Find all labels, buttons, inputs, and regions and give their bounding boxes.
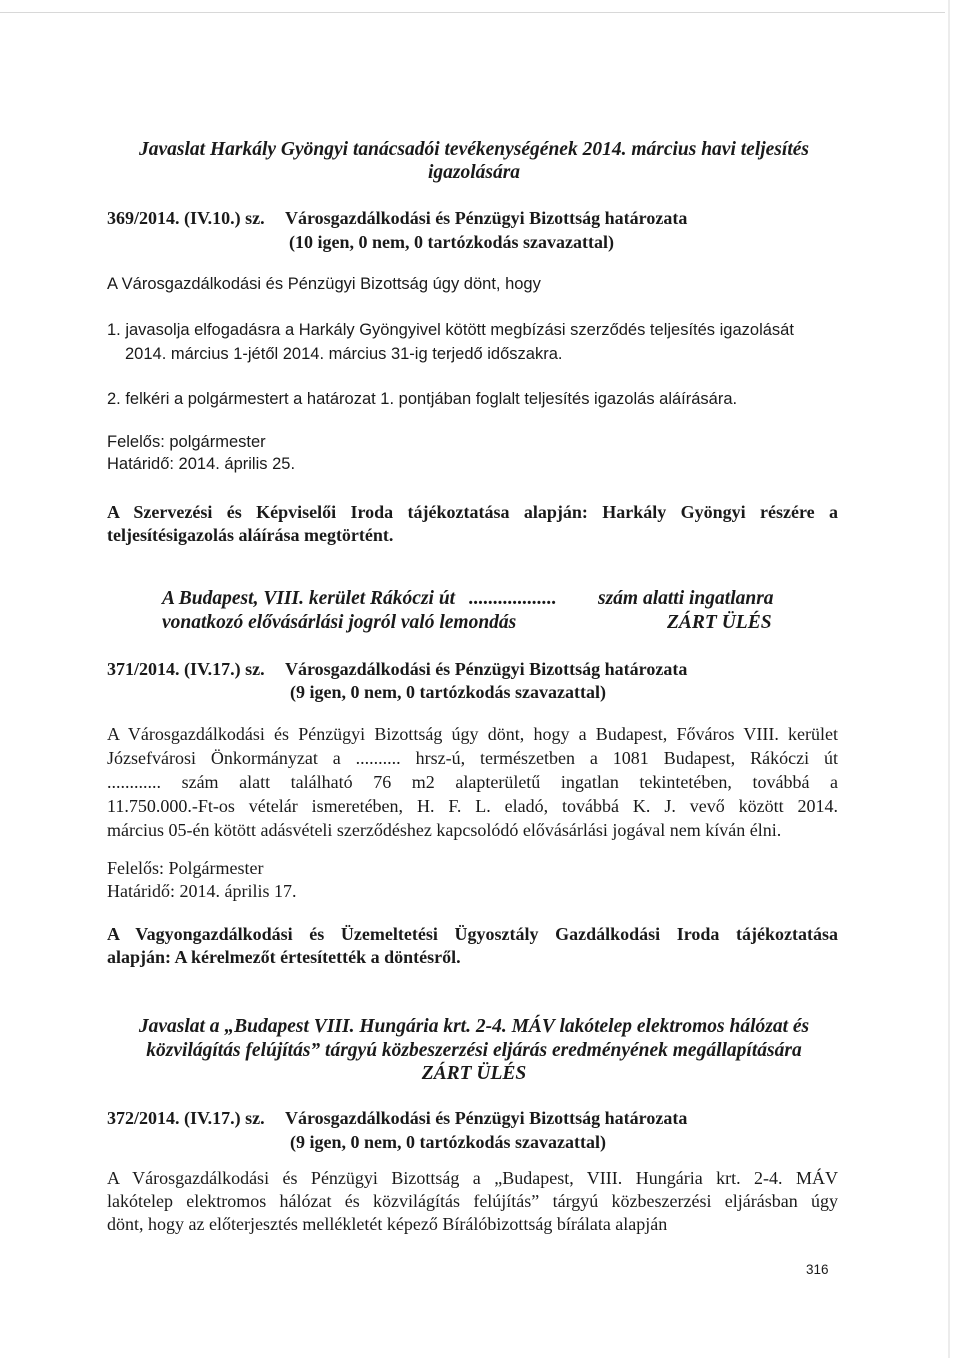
section2-info-line2: alapján: A kérelmezőt értesítették a döntésről. xyxy=(107,947,461,967)
section3-closed-session: ZÁRT ÜLÉS xyxy=(421,1063,527,1084)
section1-title-line2: igazolására xyxy=(427,162,521,183)
section3-title-line2: közvilágítás felújítás” tárgyú közbeszerzési eljárás eredményének megállapítására xyxy=(146,1040,802,1061)
section1-deadline: Határidő: 2014. április 25. xyxy=(107,455,296,473)
section2-resolution-body: Városgazdálkodási és Pénzügyi Bizottság határozata xyxy=(285,659,688,679)
section2-body-line3: ............ szám alatt található 76 m2 alapterületű ingatlan tekintetében, továbbá a xyxy=(107,772,838,792)
section3-resolution-body: Városgazdálkodási és Pénzügyi Bizottság határozata xyxy=(285,1108,688,1128)
section2-title-part2: szám alatti ingatlanra xyxy=(598,588,774,609)
section1-title-line1: Javaslat Harkály Gyöngyi tanácsadói tevékenységének 2014. március havi teljesítés xyxy=(139,139,809,160)
section3-body-line3: dönt, hogy az előterjesztés mellékletét képező Bírálóbizottság bírálata alapján xyxy=(107,1214,668,1234)
section1-info-line1: A Szervezési és Képviselői Iroda tájékoztatása alapján: Harkály Gyöngyi részére a xyxy=(107,502,838,522)
scan-right-edge xyxy=(948,0,950,1358)
section1-resolution-body: Városgazdálkodási és Pénzügyi Bizottság határozata xyxy=(285,208,688,228)
section1-vote: (10 igen, 0 nem, 0 tartózkodás szavazattal) xyxy=(289,232,614,252)
section2-title-dots: .................. xyxy=(469,588,557,609)
scan-top-line xyxy=(0,12,945,13)
section2-deadline: Határidő: 2014. április 17. xyxy=(107,881,297,901)
section1-responsible: Felelős: polgármester xyxy=(107,433,266,451)
section2-closed-session: ZÁRT ÜLÉS xyxy=(667,612,772,633)
section3-vote: (9 igen, 0 nem, 0 tartózkodás szavazattal) xyxy=(290,1132,606,1152)
section2-title-part1: A Budapest, VIII. kerület Rákóczi út xyxy=(162,588,456,609)
section1-item1-line2: 2014. március 1-jétől 2014. március 31-ig terjedő időszakra. xyxy=(125,345,563,363)
section2-info-line1: A Vagyongazdálkodási és Üzemeltetési Ügyosztály Gazdálkodási Iroda tájékoztatása xyxy=(107,924,838,944)
section2-title-line2: vonatkozó elővásárlási jogról való lemondás xyxy=(162,612,517,633)
section1-item1-line1: 1. javasolja elfogadásra a Harkály Gyöngyivel kötött megbízási szerződés teljesítés igazolását xyxy=(107,321,794,339)
section3-resolution-number: 372/2014. (IV.17.) sz. xyxy=(107,1108,265,1128)
section2-vote: (9 igen, 0 nem, 0 tartózkodás szavazattal) xyxy=(290,682,606,702)
page-number: 316 xyxy=(806,1262,829,1277)
section3-body-line1: A Városgazdálkodási és Pénzügyi Bizottság a „Budapest, VIII. Hungária krt. 2-4. MÁV xyxy=(107,1168,838,1188)
section2-resolution-number: 371/2014. (IV.17.) sz. xyxy=(107,659,265,679)
section2-body-line5: március 05-én kötött adásvételi szerződéshez kapcsolódó elővásárlási jogával nem kíván élni. xyxy=(107,820,782,840)
section1-item2: 2. felkéri a polgármestert a határozat 1. pontjában foglalt teljesítés igazolás aláírására. xyxy=(107,390,738,408)
section3-body-line2: lakótelep elektromos hálózat és közvilágítás felújítás” tárgyú közbeszerzési eljárásban úgy xyxy=(107,1191,838,1211)
section2-responsible: Felelős: Polgármester xyxy=(107,858,264,878)
section3-title-line1: Javaslat a „Budapest VIII. Hungária krt. 2-4. MÁV lakótelep elektromos hálózat és xyxy=(138,1016,810,1037)
section1-info-line2: teljesítésigazolás aláírása megtörtént. xyxy=(107,525,394,545)
section2-body-line4: 11.750.000.-Ft-os vételár ismeretében, H. F. L. eladó, továbbá K. J. vevő között 2014. xyxy=(107,796,838,816)
section2-body-line1: A Városgazdálkodási és Pénzügyi Bizottság úgy dönt, hogy a Budapest, Főváros VIII. kerület xyxy=(107,724,838,744)
section1-intro: A Városgazdálkodási és Pénzügyi Bizottság úgy dönt, hogy xyxy=(107,275,541,293)
section2-body-line2: Józsefvárosi Önkormányzat a .......... hrsz-ú, természetben a 1081 Budapest, Rákóczi út xyxy=(107,748,838,768)
section1-resolution-number: 369/2014. (IV.10.) sz. xyxy=(107,208,265,228)
